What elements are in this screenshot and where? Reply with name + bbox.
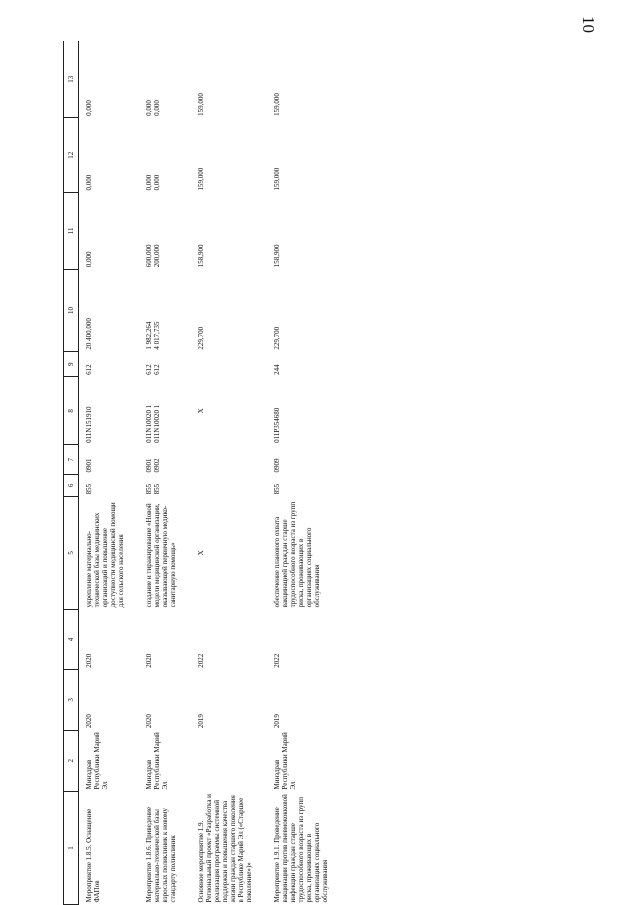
cell-amount-1: 1 982,264 4 017,735 xyxy=(145,321,161,350)
program-table xyxy=(63,41,343,905)
cell-rzpr xyxy=(191,445,267,475)
col-header-12: 12 xyxy=(64,118,79,193)
cell-end-year: 2022 xyxy=(197,653,205,668)
cell-start-year: 2020 xyxy=(85,714,93,729)
cell-result: укрепление материально-технической базы медицинских организаций и повышение доступности медицинской помощи для сельского населения xyxy=(85,502,125,608)
cell-executor: Минздрав Республики Марий Эл xyxy=(85,732,109,790)
cell-amount-4: 0,000 xyxy=(85,100,93,116)
cell-grbs: 855 xyxy=(85,483,93,495)
cell-amount-3: 159,000 xyxy=(197,167,205,191)
col-header-7: 7 xyxy=(64,445,79,475)
cell-rzpr: 0909 xyxy=(273,458,281,473)
cell-amount-1: 20 400,000 xyxy=(85,318,93,350)
col-header-9: 9 xyxy=(64,352,79,377)
cell-start-year: 2019 xyxy=(273,714,281,729)
cell-amount-2: 600,000 200,000 xyxy=(145,244,161,268)
col-header-5: 5 xyxy=(64,496,79,609)
cell-amount-2: 0,000 xyxy=(85,251,93,268)
col-header-3: 3 xyxy=(64,670,79,730)
cell-amount-4: 0,000 0,000 xyxy=(145,100,161,116)
cell-end-year: 2022 xyxy=(273,653,281,668)
cell-result: создание и тиражирование «Новой модели медицинской организации, оказывающей первичную медико-санитарную помощь» xyxy=(145,503,177,608)
cell-amount-3: 159,000 xyxy=(273,167,281,191)
cell-grbs xyxy=(191,474,267,496)
cell-executor xyxy=(191,730,267,791)
cell-executor: Минздрав Республики Марий Эл xyxy=(145,732,169,790)
cell-end-year: 2020 xyxy=(85,653,93,668)
col-header-1: 1 xyxy=(64,792,79,905)
cell-csr: 011P354680 xyxy=(273,407,281,443)
cell-amount-1: 229,700 xyxy=(273,326,281,350)
cell-amount-3: 0,000 xyxy=(85,174,93,191)
cell-vr: 612 612 xyxy=(145,364,161,375)
col-header-13: 13 xyxy=(64,41,79,118)
table-row xyxy=(267,41,343,905)
col-header-4: 4 xyxy=(64,609,79,669)
cell-vr: 612 xyxy=(85,364,93,375)
table-row xyxy=(79,41,140,905)
cell-result: X xyxy=(197,550,205,556)
rotated-table-area xyxy=(63,41,563,905)
cell-csr: 011N151910 xyxy=(85,406,93,443)
cell-start-year: 2019 xyxy=(197,714,205,729)
cell-csr: X xyxy=(197,408,205,414)
cell-amount-2: 158,900 xyxy=(273,244,281,268)
cell-csr: 011N10020 1 011N10020 1 xyxy=(145,404,161,443)
cell-amount-4: 159,000 xyxy=(197,93,205,116)
table-body xyxy=(79,41,344,905)
cell-grbs: 855 855 xyxy=(145,483,161,495)
cell-result: обеспечение планового охвата вакцинацией граждан старше трудоспособного возраста из групп риска, проживающих в организациях социального обслуживания xyxy=(273,501,321,608)
table-row xyxy=(139,41,191,905)
cell-activity: Основное мероприятие 1.9. Региональный проект «Разработка и реализация программы системной поддержки и повышения качества жизни граждан старшего поколения в Республике Марий Эл («Старшее поколение»)» xyxy=(197,794,253,903)
cell-activity: Мероприятие 1.8.5. Оснащение ФАПов xyxy=(85,808,101,903)
cell-amount-3: 0,000 0,000 xyxy=(145,174,161,191)
col-header-6: 6 xyxy=(64,474,79,496)
cell-activity: Мероприятие 1.8.6. Приведение материально-технической базы взрослых поликлиник к новому стандарту поликлиник xyxy=(145,807,177,903)
cell-rzpr: 0901 xyxy=(85,458,93,473)
col-header-8: 8 xyxy=(64,377,79,445)
table-row xyxy=(191,41,267,905)
cell-start-year: 2020 xyxy=(145,714,153,729)
cell-amount-1: 229,700 xyxy=(197,326,205,350)
col-header-11: 11 xyxy=(64,193,79,270)
cell-vr: 244 xyxy=(273,364,281,375)
cell-vr xyxy=(191,352,267,377)
cell-rzpr: 0901 0902 xyxy=(145,458,161,473)
page-number: 10 xyxy=(579,16,598,33)
cell-activity: Мероприятие 1.9.1. Проведение вакцинации против пневмококковой инфекции граждан старше трудоспособного возраста из групп риска, проживающих в организациях социального обслуживания xyxy=(273,794,329,903)
col-header-10: 10 xyxy=(64,269,79,351)
cell-executor: Минздрав Республики Марий Эл xyxy=(273,732,297,790)
cell-grbs: 855 xyxy=(273,483,281,495)
cell-end-year: 2020 xyxy=(145,653,153,668)
cell-amount-4: 159,000 xyxy=(273,93,281,116)
header-row xyxy=(64,41,79,905)
cell-amount-2: 158,900 xyxy=(197,244,205,268)
col-header-2: 2 xyxy=(64,730,79,791)
